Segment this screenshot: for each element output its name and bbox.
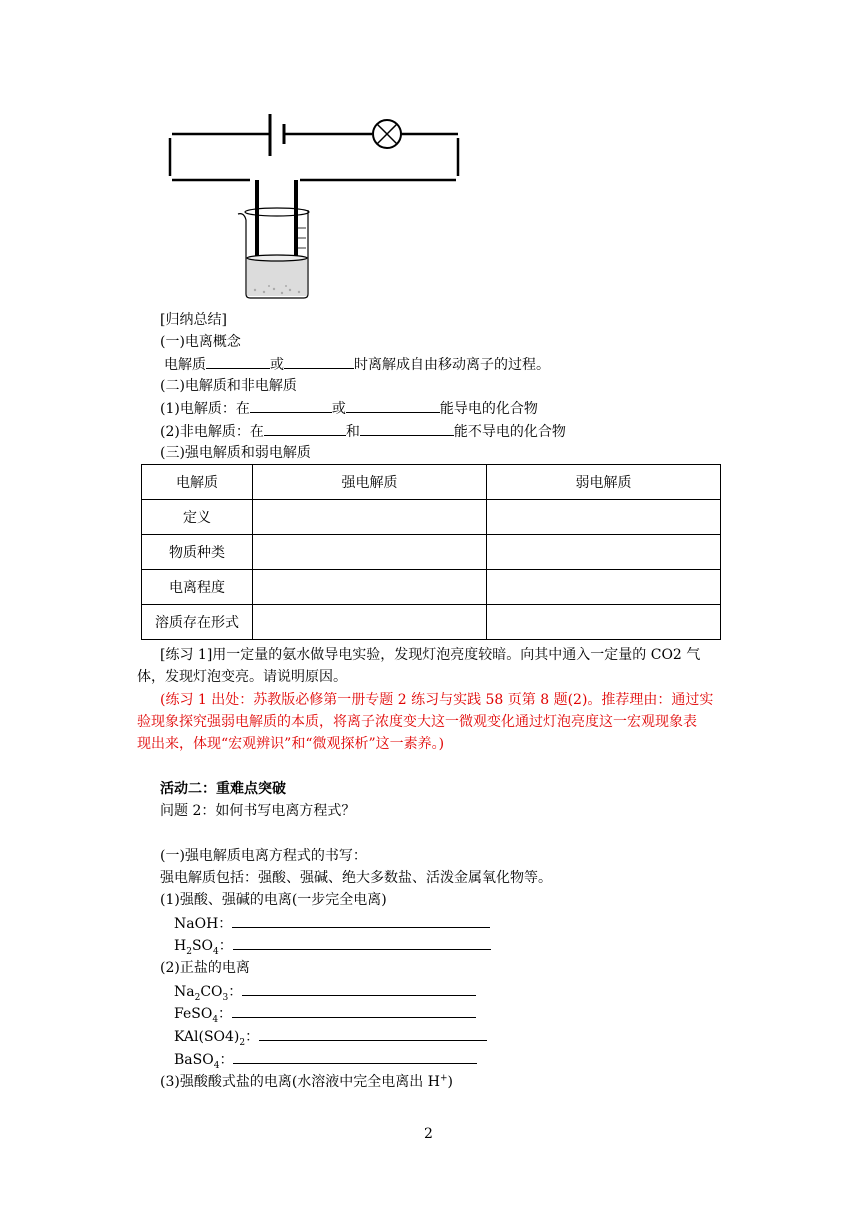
section2-title: (二)电解质和非电解质 bbox=[160, 378, 297, 394]
blank-5[interactable] bbox=[264, 421, 346, 436]
blank-6[interactable] bbox=[360, 421, 454, 436]
table-header-row bbox=[142, 465, 721, 500]
ionization-concept-line bbox=[164, 354, 550, 375]
nonelectrolyte-definition-line bbox=[160, 421, 566, 442]
strong-electrolyte-includes: 强电解质包括：强酸、强碱、绝大多数盐、活泼金属氧化物等。 bbox=[160, 870, 552, 886]
table-cell[interactable] bbox=[487, 605, 721, 640]
line-end-text: 时离解成自由移动离子的过程。 bbox=[354, 357, 550, 373]
h2so4-equation-line bbox=[174, 935, 491, 956]
line-or-text: 或 bbox=[270, 357, 284, 373]
feso4-answer-blank[interactable] bbox=[232, 1003, 476, 1018]
table-cell[interactable] bbox=[253, 500, 487, 535]
table-cell[interactable] bbox=[253, 535, 487, 570]
note-line3: 现出来，体现“宏观辨识”和“微观探析”这一素养。) bbox=[137, 736, 445, 752]
baso4-label: BaSO$_4$： bbox=[174, 1052, 234, 1071]
blank-1[interactable] bbox=[206, 354, 270, 369]
section3-title: (三)强电解质和弱电解质 bbox=[160, 445, 311, 461]
table-cell[interactable] bbox=[487, 570, 721, 605]
note-line2: 验现象探究强弱电解质的本质，将离子浓度变大这一微观变化通过灯泡亮度这一宏观现象表 bbox=[137, 714, 697, 730]
row-label-cell: 电离程度 bbox=[142, 570, 253, 605]
naoh-equation-line bbox=[174, 913, 490, 934]
kal-label: $KAl(SO4)_2$： bbox=[174, 1029, 260, 1048]
naoh-answer-blank[interactable] bbox=[232, 913, 490, 928]
electrolyte-definition-line bbox=[160, 398, 538, 419]
item2-text-b: 和 bbox=[345, 424, 360, 440]
item1-text-a: (1)电解质：在 bbox=[160, 401, 250, 417]
conductivity-circuit-diagram bbox=[160, 108, 470, 300]
item2-text-c: 能不导电的化合物 bbox=[453, 424, 566, 440]
h2so4-answer-blank[interactable] bbox=[233, 935, 491, 950]
sub2-heading: (2)正盐的电离 bbox=[160, 960, 250, 976]
feso4-label: FeSO$_4$： bbox=[174, 1006, 233, 1025]
table-header-cell: 弱电解质 bbox=[487, 465, 721, 500]
table-cell[interactable] bbox=[253, 570, 487, 605]
blank-4[interactable] bbox=[346, 398, 440, 413]
item2-text-a: (2)非电解质：在 bbox=[160, 424, 264, 440]
blank-3[interactable] bbox=[250, 398, 332, 413]
item1-text-c: 能导电的化合物 bbox=[439, 401, 538, 417]
kal-answer-blank[interactable] bbox=[259, 1026, 487, 1041]
kal-equation-line bbox=[174, 1026, 487, 1047]
table-cell[interactable] bbox=[487, 535, 721, 570]
h2so4-label: $H_2SO_4$： bbox=[174, 938, 233, 957]
electrolyte-comparison-table bbox=[141, 464, 721, 640]
na2co3-answer-blank[interactable] bbox=[242, 981, 476, 996]
item1-text-b: 或 bbox=[331, 401, 346, 417]
strong-electrolyte-title: (一)强电解质电离方程式的书写： bbox=[160, 848, 367, 864]
sub1-heading: (1)强酸、强碱的电离(一步完全电离) bbox=[160, 892, 387, 908]
exercise1-line1: [练习 1]用一定量的氨水做导电实验，发现灯泡亮度较暗。向其中通入一定量的 CO2 气 bbox=[160, 647, 701, 663]
row-label-cell: 物质种类 bbox=[142, 535, 253, 570]
table-row bbox=[142, 500, 721, 535]
exercise1-line2: 体，发现灯泡变亮。请说明原因。 bbox=[137, 669, 347, 685]
na2co3-label: $Na_2CO_3$： bbox=[174, 984, 243, 1003]
table-header-cell: 强电解质 bbox=[253, 465, 487, 500]
row-label-cell: 定义 bbox=[142, 500, 253, 535]
feso4-equation-line bbox=[174, 1003, 476, 1024]
table-row bbox=[142, 605, 721, 640]
table-cell[interactable] bbox=[487, 500, 721, 535]
table-header-cell: 电解质 bbox=[142, 465, 253, 500]
sub3-heading: (3)强酸酸式盐的电离(水溶液中完全电离出 H+) bbox=[160, 1073, 453, 1090]
blank-2[interactable] bbox=[284, 354, 354, 369]
question2: 问题 2：如何书写电离方程式？ bbox=[160, 803, 356, 819]
naoh-label: NaOH： bbox=[174, 916, 233, 932]
table-row bbox=[142, 535, 721, 570]
table-row bbox=[142, 570, 721, 605]
baso4-answer-blank[interactable] bbox=[233, 1049, 477, 1064]
row-label-cell: 溶质存在形式 bbox=[142, 605, 253, 640]
activity2-title: 活动二：重难点突破 bbox=[160, 781, 286, 797]
na2co3-equation-line bbox=[174, 981, 476, 1002]
summary-heading: [归纳总结] bbox=[160, 312, 227, 328]
table-cell[interactable] bbox=[253, 605, 487, 640]
baso4-equation-line bbox=[174, 1049, 477, 1070]
page-number: 2 bbox=[424, 1126, 433, 1142]
line-start-text: 电解质 bbox=[164, 357, 206, 373]
note-line1: (练习 1 出处：苏教版必修第一册专题 2 练习与实践 58 页第 8 题(2)。推荐理由：通过实 bbox=[160, 692, 714, 708]
section1-title: (一)电离概念 bbox=[160, 334, 241, 350]
